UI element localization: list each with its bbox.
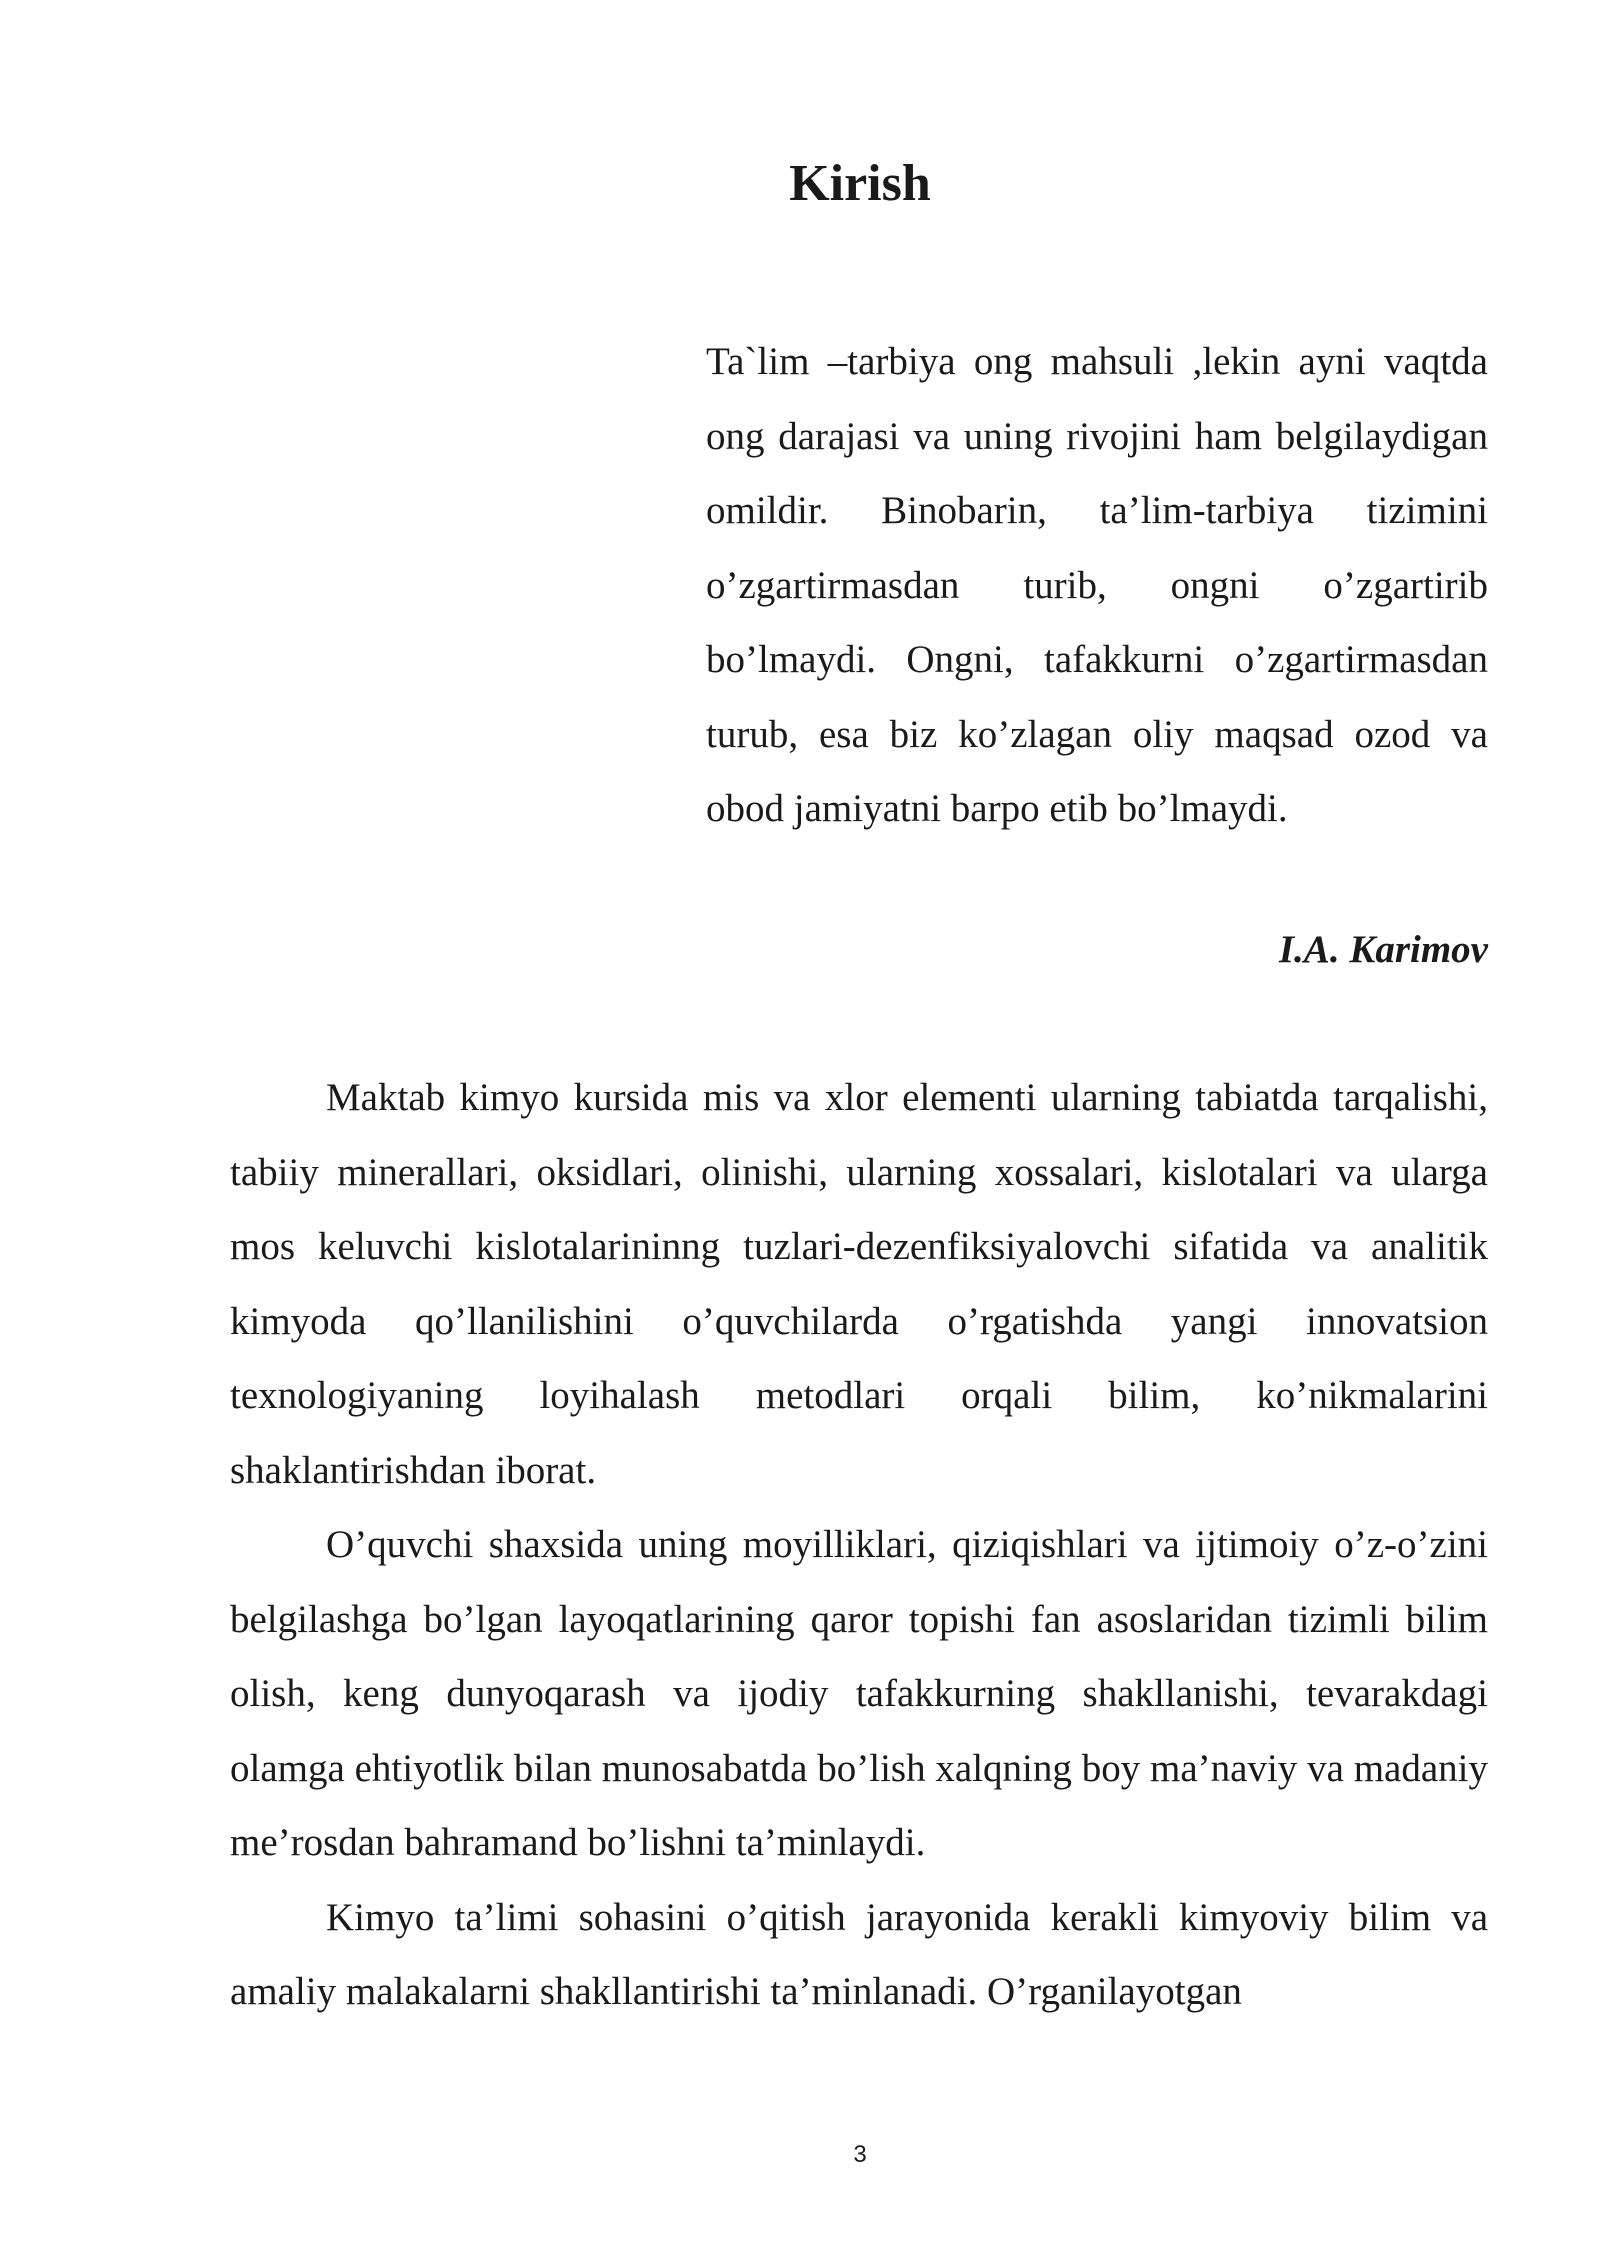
epigraph-quote: Ta`lim –tarbiya ong mahsuli ,lekin ayni vaqtda ong darajasi va uning rivojini ham belgilaydigan omildir. Binobarin, ta’lim-tarbiya tizimini o’zgartirmasdan turib, ongni o’zgartirib bo’lmaydi. Ongni, tafakkurni o’zgartirmasdan turub, esa biz ko’zlagan oliy maqsad ozod va obod jamiyatni barpo etib bo’lmaydi. bbox=[706, 340, 1488, 830]
epigraph-author: I.A. Karimov bbox=[1278, 928, 1488, 971]
page-title: Kirish bbox=[789, 155, 931, 212]
body-text bbox=[230, 1061, 1488, 2030]
page-number: 3 bbox=[853, 2141, 867, 2168]
paragraph: O’quvchi shaxsida uning moyilliklari, qiziqishlari va ijtimoiy o’z-o’zini belgilashga bo’lgan layoqatlarining qaror topishi fan asoslaridan tizimli bilim olish, keng dunyoqarash va ijodiy tafakkurning shakllanishi, tevarakdagi olamga ehtiyotlik bilan munosabatda bo’lish xalqning boy ma’naviy va madaniy me’rosdan bahramand bo’lishni ta’minlaydi. bbox=[230, 1523, 1488, 1864]
paragraph: Kimyo ta’limi sohasini o’qitish jarayonida kerakli kimyoviy bilim va amaliy malakalarni shakllantirishi ta’minlanadi. O’rganilayotgan bbox=[230, 1895, 1488, 2013]
paragraph: Maktab kimyo kursida mis va xlor elementi ularning tabiatda tarqalishi, tabiiy minerallari, oksidlari, olinishi, ularning xossalari, kislotalari va ularga mos keluvchi kislotalarininng tuzlari-dezenfiksiyalovchi sifatida va analitik kimyoda qo’llanilishini o’quvchilarda o’rgatishda yangi innovatsion texnologiyaning loyihalash metodlari orqali bilim, ko’nikmalarini shaklantirishdan iborat. bbox=[230, 1076, 1488, 1492]
